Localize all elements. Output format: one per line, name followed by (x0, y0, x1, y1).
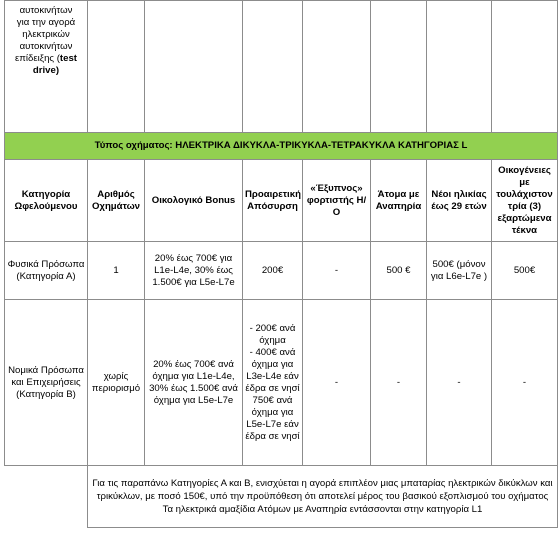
previous-row-line: για την αγορά (16, 17, 76, 28)
category-cell: Φυσικά Πρόσωπα (Κατηγορία Α) (5, 242, 88, 300)
families-cell: - (492, 300, 558, 466)
withdrawal-line: 750€ ανά όχημα για L5e-L7e εάν έδρα σε νησί (245, 394, 300, 442)
previous-row-text (5, 1, 88, 133)
disabled-cell: 500 € (371, 242, 427, 300)
empty-cell (88, 1, 145, 133)
previous-row-line-bold: drive) (32, 65, 60, 76)
disabled-cell: - (371, 300, 427, 466)
young-cell: 500€ (μόνον για L6e-L7e ) (427, 242, 492, 300)
header-bonus: Οικολογικό Bonus (145, 160, 243, 242)
empty-cell (5, 466, 88, 528)
withdrawal-line: - 200€ ανά όχημα (249, 322, 296, 346)
header-charger: «Έξυπνος» φορτιστής Η/Ο (303, 160, 371, 242)
subsidy-table (4, 0, 558, 528)
previous-row-line: ηλεκτρικών (22, 29, 70, 40)
young-cell: - (427, 300, 492, 466)
previous-row-line (7, 53, 85, 65)
withdrawal-cell (243, 300, 303, 466)
section-band (5, 133, 558, 160)
charger-cell: - (303, 242, 371, 300)
withdrawal-line: - 400€ ανά όχημα για L3e-L4e εάν έδρα σε νησί (245, 346, 300, 394)
header-disabled: Άτομα με Αναπηρία (371, 160, 427, 242)
families-cell: 500€ (492, 242, 558, 300)
empty-cell (145, 1, 243, 133)
header-withdrawal: Προαιρετική Απόσυρση (243, 160, 303, 242)
count-cell: 1 (88, 242, 145, 300)
section-title: Τύπος οχήματος: ΗΛΕΚΤΡΙΚΑ ΔΙΚΥΚΛΑ-ΤΡΙΚΥΚΛΑ-ΤΕΤΡΑΚΥΚΛΑ ΚΑΤΗΓΟΡΙΑΣ L (5, 133, 558, 160)
withdrawal-cell: 200€ (243, 242, 303, 300)
footer-note-line: Τα ηλεκτρικά αμαξίδια Ατόμων με Αναπηρία εντάσσονται στην κατηγορία L1 (162, 504, 483, 515)
footer-row (5, 466, 558, 528)
empty-cell (492, 1, 558, 133)
header-count: Αριθμός Οχημάτων (88, 160, 145, 242)
header-young: Νέοι ηλικίας έως 29 ετών (427, 160, 492, 242)
previous-row-line-bold: test (59, 53, 77, 64)
previous-row-line-part: επίδειξης ( (15, 53, 60, 64)
empty-cell (243, 1, 303, 133)
header-category: Κατηγορία Ωφελούμενου (5, 160, 88, 242)
empty-cell (371, 1, 427, 133)
footer-note-line: Για τις παραπάνω Κατηγορίες Α και Β, ενισχύεται η αγορά επιπλέον μιας μπαταρίας ηλεκτρικών δικύκλων και τρικύκλων, με ποσό 150€, υπό την προϋπόθεση ότι αποτελεί μέρος του βασικού εξοπλισμού του οχήματος (92, 478, 553, 502)
previous-row-line: αυτοκινήτων (19, 41, 73, 52)
previous-row-line: αυτοκινήτων (19, 5, 73, 16)
bonus-cell: 20% έως 700€ για L1e-L4e, 30% έως 1.500€ για L5e-L7e (145, 242, 243, 300)
count-cell: χωρίς περιορισμό (88, 300, 145, 466)
empty-cell (303, 1, 371, 133)
footer-note (88, 466, 558, 528)
bonus-cell: 20% έως 700€ ανά όχημα για L1e-L4e, 30% έως 1.500€ ανά όχημα για L5e-L7e (145, 300, 243, 466)
empty-cell (427, 1, 492, 133)
header-families: Οικογένειες με τουλάχιστον τρία (3) εξαρτώμενα τέκνα (492, 160, 558, 242)
header-row (5, 160, 558, 242)
table-row (5, 242, 558, 300)
charger-cell: - (303, 300, 371, 466)
category-cell: Νομικά Πρόσωπα και Επιχειρήσεις (Κατηγορία Β) (5, 300, 88, 466)
table-row (5, 300, 558, 466)
previous-row-fragment (5, 1, 558, 133)
